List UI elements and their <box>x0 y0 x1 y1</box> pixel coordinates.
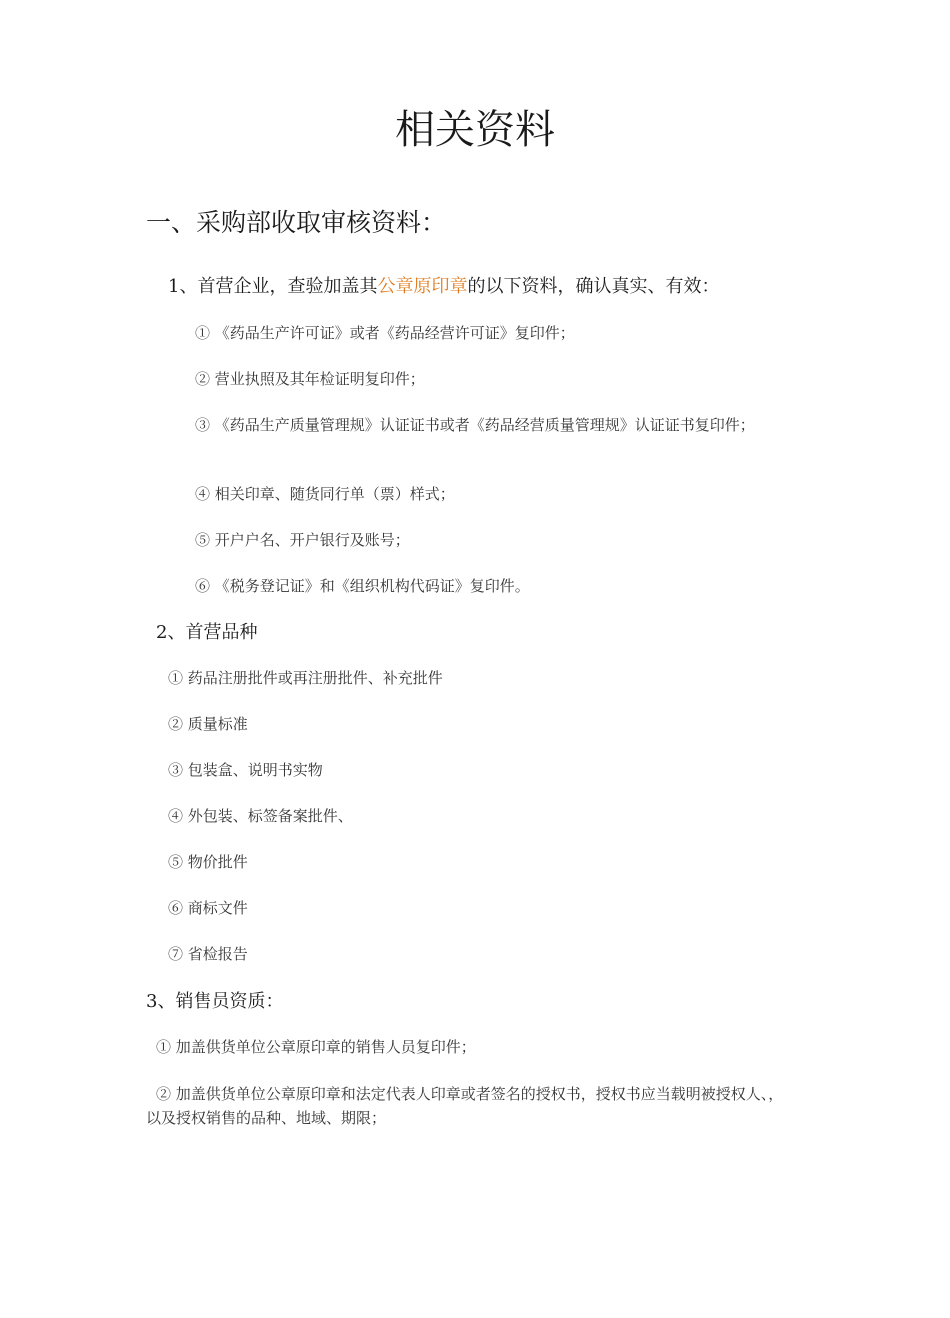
list-item: ⑥ 《税务登记证》和《组织机构代码证》复印件。 <box>195 577 530 595</box>
list-item: ③ 《药品生产质量管理规》认证证书或者《药品经营质量管理规》认证证书复印件； <box>195 416 755 434</box>
list-item: ② 质量标准 <box>168 715 248 733</box>
list-item: ② 加盖供货单位公章原印章和法定代表人印章或者签名的授权书，授权书应当载明被授权人、，以及授权销售的品种、地域、期限； <box>146 1085 784 1127</box>
subsection-3-heading: 3、销售员资质： <box>146 991 284 1012</box>
subsection-1-suffix: 的以下资料，确认真实、有效： <box>467 276 720 297</box>
list-item: ① 《药品生产许可证》或者《药品经营许可证》复印件； <box>195 324 575 342</box>
list-item: ① 药品注册批件或再注册批件、补充批件 <box>168 669 443 687</box>
page-title: 相关资料 <box>395 107 555 153</box>
list-item: ⑤ 物价批件 <box>168 853 248 871</box>
subsection-2-heading: 2、首营品种 <box>156 622 258 643</box>
list-item: ⑥ 商标文件 <box>168 899 248 917</box>
list-item: ① 加盖供货单位公章原印章的销售人员复印件； <box>156 1038 476 1056</box>
list-item: ④ 外包装、标签备案批件、 <box>168 807 353 825</box>
subsection-1-highlight: 公章原印章 <box>377 276 468 297</box>
list-item: ② 营业执照及其年检证明复印件； <box>195 370 425 388</box>
section-heading: 一、采购部收取审核资料： <box>146 208 447 237</box>
list-item: ④ 相关印章、随货同行单（票）样式； <box>195 485 455 503</box>
list-item: ⑦ 省检报告 <box>168 945 248 963</box>
list-item: ⑤ 开户户名、开户银行及账号； <box>195 531 410 549</box>
subsection-1-prefix: 1、首营企业，查验加盖其 <box>168 276 378 297</box>
list-item: ③ 包装盒、说明书实物 <box>168 761 323 779</box>
subsection-1-heading <box>168 276 719 298</box>
